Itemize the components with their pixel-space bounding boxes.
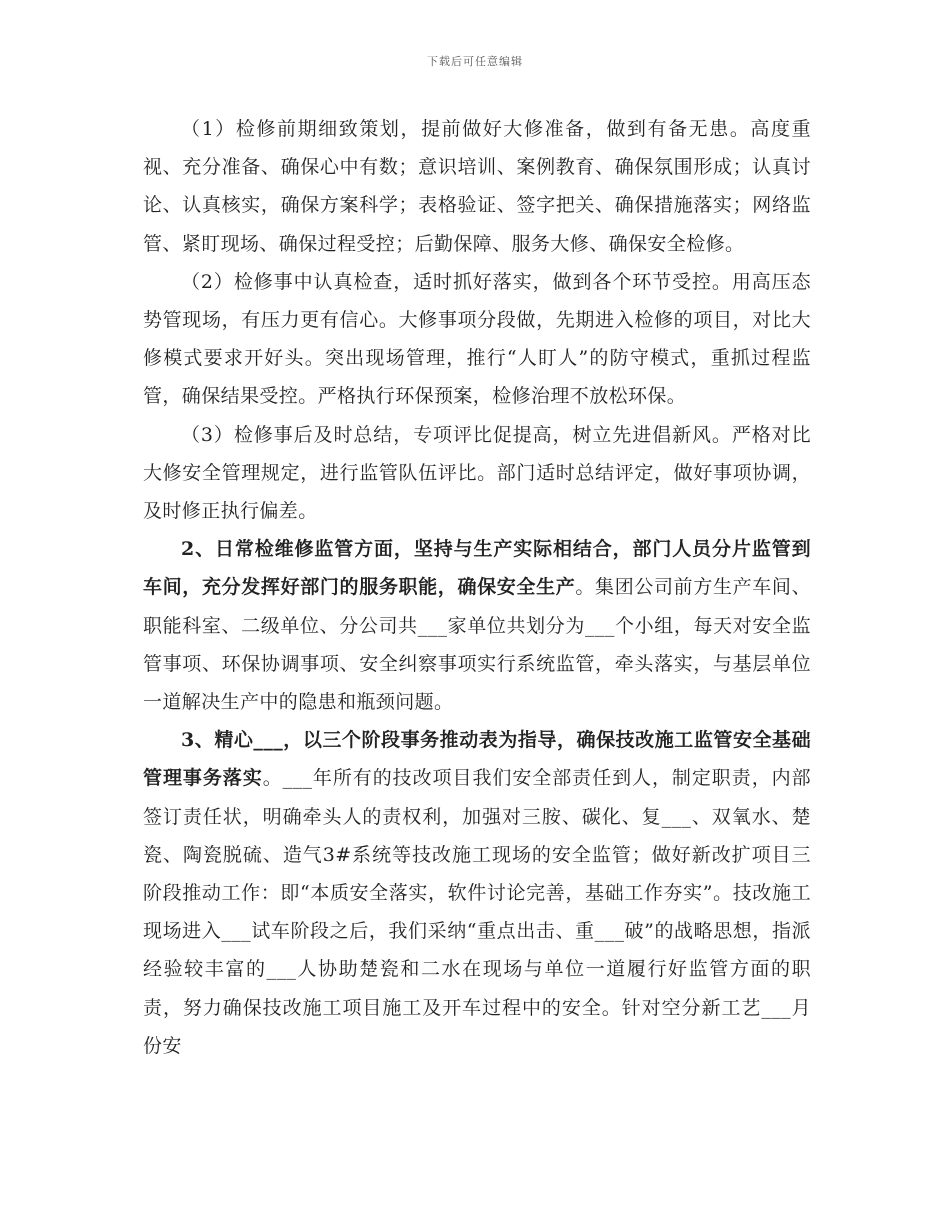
paragraph-1	[143, 110, 811, 263]
paragraph-2-text: （2）检修事中认真检查，适时抓好落实，做到各个环节受控。用高压态势管现场，有压力更有信心。大修事项分段做，先期进入检修的项目，对比大修模式要求开好头。突出现场管理，推行“人盯人”的防守模式，重抓过程监管，确保结果受控。严格执行环保预案，检修治理不放松环保。	[143, 270, 811, 408]
paragraph-4	[143, 530, 811, 721]
document-body	[143, 110, 811, 1065]
paragraph-1-text: （1）检修前期细致策划，提前做好大修准备，做到有备无患。高度重视、充分准备、确保心中有数；意识培训、案例教育、确保氛围形成；认真讨论、认真核实，确保方案科学；表格验证、签字把关、确保措施落实；网络监管、紧盯现场、确保过程受控；后勤保障、服务大修、确保安全检修。	[143, 118, 811, 255]
paragraph-5-lead: 3、精心___，以三个阶段事务推动表为指导，确保技改施工监管安全基础管理事务落实	[143, 729, 811, 790]
paragraph-3-text: （3）检修事后及时总结，专项评比促提高，树立先进倡新风。严格对比大修安全管理规定，进行监管队伍评比。部门适时总结评定，做好事项协调，及时修正执行偏差。	[143, 423, 811, 523]
page-header: 下载后可任意编辑	[427, 55, 523, 68]
paragraph-3	[143, 416, 811, 531]
paragraph-4-lead: 2、日常检维修监管方面，坚持与生产实际相结合，部门人员分片监管到车间，充分发挥好部门的服务职能，确保安全生产	[143, 538, 811, 599]
paragraph-4-text: 。集团公司前方生产车间、职能科室、二级单位、分公司共___家单位共划分为___个小组，每天对安全监管事项、环保协调事项、安全纠察事项实行系统监管，牵头落实，与基层单位一道解决生产中的隐患和瓶颈问题。	[143, 576, 811, 714]
paragraph-2	[143, 263, 811, 416]
paragraph-5	[143, 721, 811, 1065]
paragraph-5-text: 。___年所有的技改项目我们安全部责任到人，制定职责，内部签订责任状，明确牵头人的责权利，加强对三胺、碳化、复___、双氧水、楚瓷、陶瓷脱硫、造气3#系统等技改施工现场的安全监管；做好新改扩项目三阶段推动工作：即“本质安全落实，软件讨论完善，基础工作夯实”。技改施工现场进入___试车阶段之后，我们采纳“重点出击、重___破”的战略思想，指派经验较丰富的___人协助楚瓷和二水在现场与单位一道履行好监管方面的职责，努力确保技改施工项目施工及开车过程中的安全。针对空分新工艺___月份安	[143, 767, 811, 1057]
